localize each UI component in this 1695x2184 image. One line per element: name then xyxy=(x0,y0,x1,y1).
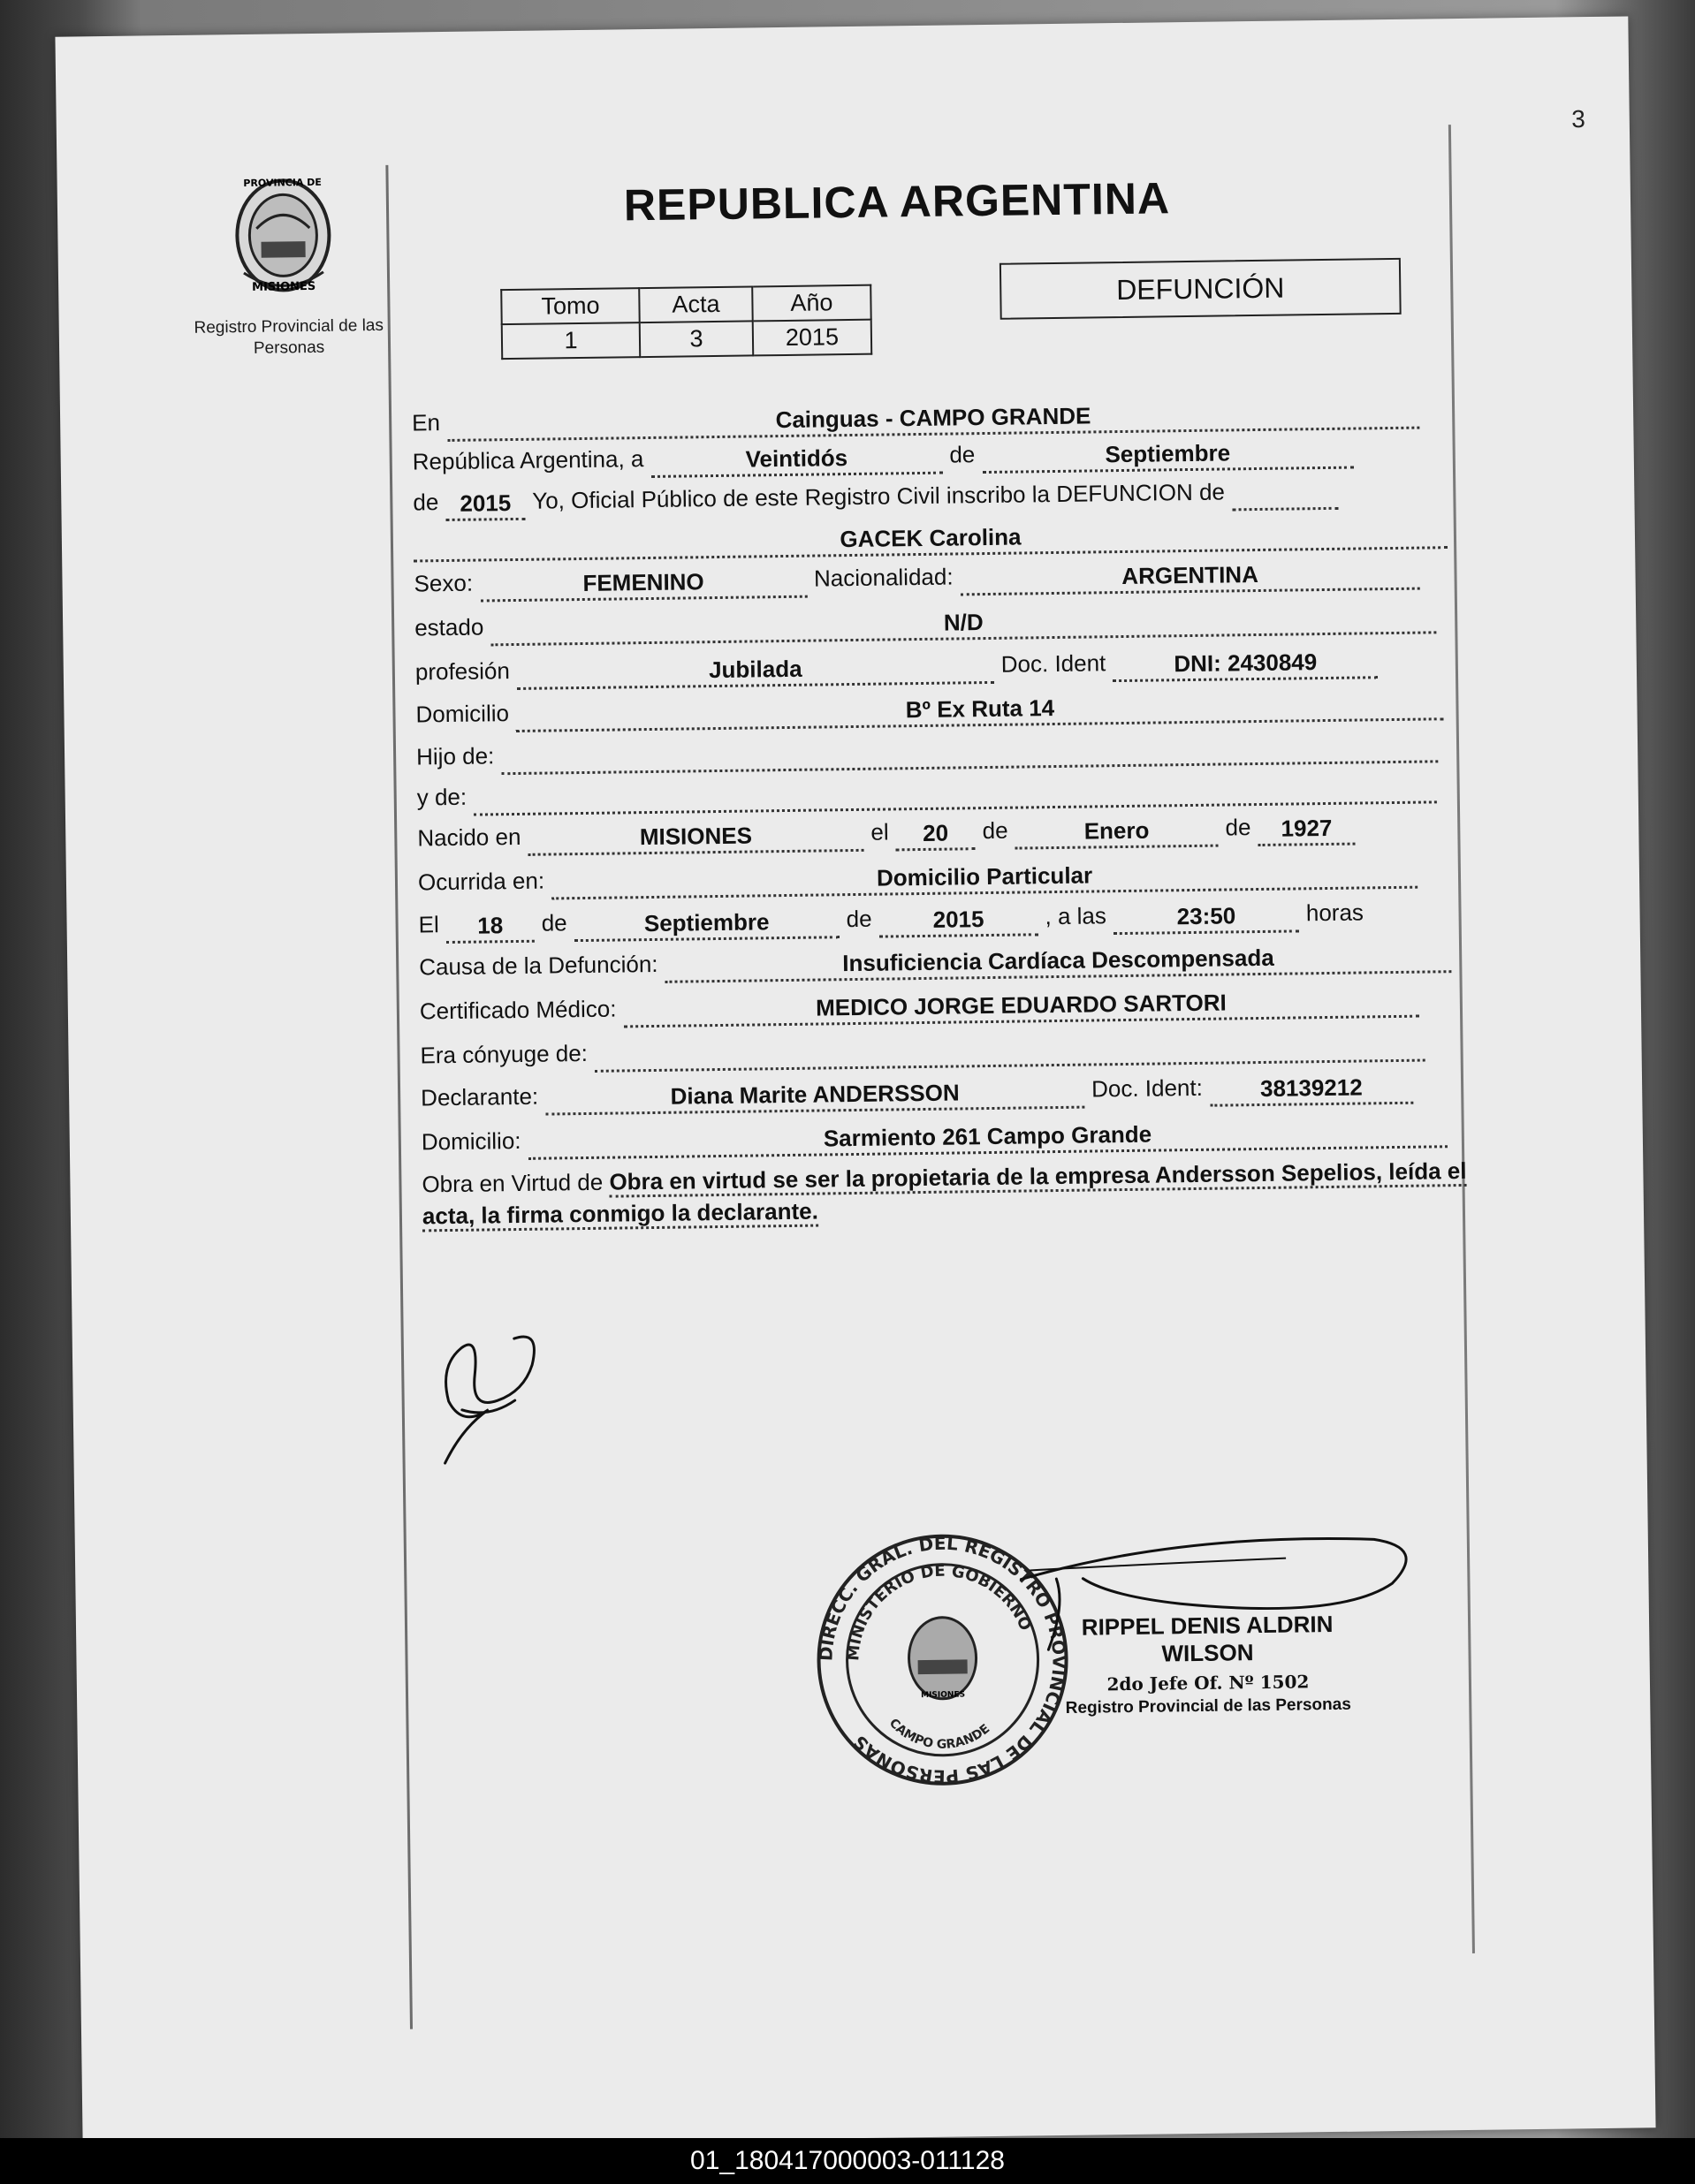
right-margin-rule xyxy=(1448,125,1475,1953)
lugar-field: Cainguas - CAMPO GRANDE xyxy=(447,398,1419,442)
hora-field: 23:50 xyxy=(1114,901,1299,935)
doc-ident-field: DNI: 2430849 xyxy=(1113,648,1378,682)
row-lugar: En Cainguas - CAMPO GRANDE xyxy=(412,384,1426,442)
obra-text: Obra en virtud se ser la propietaria de la empresa Andersson Sepelios, leída el acta, la firma conmigo la declarante. xyxy=(422,1157,1467,1232)
row-sexo: Sexo: FEMENINO Nacionalidad: ARGENTINA xyxy=(414,545,1427,603)
anio-header: Año xyxy=(752,285,870,322)
page-number: 3 xyxy=(1571,105,1586,133)
svg-text:MISIONES: MISIONES xyxy=(921,1690,966,1701)
estado-field: N/D xyxy=(490,603,1436,646)
nacido-en-field: MISIONES xyxy=(528,821,863,856)
row-y-de: y de: xyxy=(416,759,1444,816)
row-declarante: Declarante: Diana Marite ANDERSSON Doc. Ident: 38139212 xyxy=(421,1060,1420,1118)
left-margin-rule xyxy=(385,165,413,2029)
row-fecha: República Argentina, a Veintidós de Septiembre xyxy=(412,424,1360,481)
row-profesion: profesión Jubilada Doc. Ident DNI: 2430849 xyxy=(415,634,1386,691)
row-obra: Obra en Virtud de Obra en virtud se ser la propietaria de la empresa Andersson Sepelios, leída el acta, la firma conmigo la declarante. xyxy=(422,1155,1474,1232)
row-hijo-de: Hijo de: xyxy=(416,718,1446,776)
official-org: Registro Provincial de las Personas xyxy=(1065,1695,1351,1718)
acta-header: Acta xyxy=(639,286,752,322)
row-causa: Causa de la Defunción: Insuficiencia Cardíaca Descompensada xyxy=(419,929,1459,986)
declarant-signature xyxy=(425,1311,568,1472)
dia-field: Veintidós xyxy=(650,444,942,478)
svg-text:PROVINCIA DE: PROVINCIA DE xyxy=(243,176,322,189)
row-conyuge: Era cónyuge de: xyxy=(420,1017,1433,1074)
tomo-value: 1 xyxy=(502,322,640,359)
nac-mes-field: Enero xyxy=(1015,816,1218,850)
sexo-field: FEMENINO xyxy=(480,567,807,603)
row-certificado: Certificado Médico: MEDICO JORGE EDUARDO SARTORI xyxy=(420,974,1426,1031)
svg-text:CAMPO GRANDE: CAMPO GRANDE xyxy=(886,1716,993,1752)
nombre-field: GACEK Carolina xyxy=(414,518,1448,562)
mes-field: Septiembre xyxy=(982,438,1353,474)
def-dia-field: 18 xyxy=(446,912,535,944)
domicilio-field: Bº Ex Ruta 14 xyxy=(516,689,1444,732)
row-nacido: Nacido en MISIONES el 20 de Enero de 1927 xyxy=(417,800,1363,857)
document-type-box: DEFUNCIÓN xyxy=(1000,258,1402,320)
row-domicilio: Domicilio Bº Ex Ruta 14 xyxy=(415,676,1451,733)
profesion-field: Jubilada xyxy=(517,653,994,690)
row-estado: estado N/D xyxy=(414,589,1444,647)
nacionalidad-field: ARGENTINA xyxy=(960,559,1419,596)
nac-anio-field: 1927 xyxy=(1258,815,1355,846)
tomo-header: Tomo xyxy=(501,288,639,324)
nac-dia-field: 20 xyxy=(895,819,975,851)
scan-id-footer: 01_180417000003-011128 xyxy=(0,2138,1695,2184)
decl-doc-field: 38139212 xyxy=(1210,1073,1413,1107)
def-anio-field: 2015 xyxy=(878,905,1038,937)
ocurrida-en-field: Domicilio Particular xyxy=(551,858,1418,900)
certificate-form xyxy=(411,384,1472,1230)
svg-text:DIRECC. GRAL. DEL REGISTRO PRO: DIRECC. GRAL. DEL REGISTRO PROVINCIAL DE LAS PERSONAS xyxy=(815,1532,1070,1787)
row-decl-domicilio: Domicilio: Sarmiento 261 Campo Grande xyxy=(421,1103,1454,1161)
official-name: RIPPEL DENIS ALDRIN WILSON xyxy=(1081,1610,1334,1667)
official-signature-block xyxy=(1048,1610,1368,1718)
anio-field: 2015 xyxy=(445,489,525,521)
province-seal-icon xyxy=(224,166,341,300)
certificado-field: MEDICO JORGE EDUARDO SARTORI xyxy=(623,987,1418,1028)
svg-text:MINISTERIO DE GOBIERNO: MINISTERIO DE GOBIERNO xyxy=(844,1561,1035,1662)
document-title: REPUBLICA ARGENTINA xyxy=(623,173,1171,231)
official-role: 2do Jefe Of. Nº 1502 xyxy=(1106,1671,1310,1695)
decl-domicilio-field: Sarmiento 261 Campo Grande xyxy=(528,1117,1447,1160)
causa-field: Insuficiencia Cardíaca Descompensada xyxy=(665,942,1451,983)
declarante-field: Diana Marite ANDERSSON xyxy=(545,1078,1084,1116)
anio-value: 2015 xyxy=(753,320,871,356)
acta-value: 3 xyxy=(640,321,753,357)
death-certificate-page xyxy=(55,16,1655,2148)
def-mes-field: Septiembre xyxy=(574,907,839,942)
svg-text:MISIONES: MISIONES xyxy=(251,279,316,294)
row-ocurrida: Ocurrida en: Domicilio Particular xyxy=(418,845,1425,902)
registry-label: Registro Provincial de las Personas xyxy=(194,315,384,358)
row-oficial: de 2015 Yo, Oficial Público de este Registro Civil inscribo la DEFUNCION de xyxy=(413,466,1345,522)
reference-table xyxy=(500,284,872,360)
row-fecha-defuncion: El 18 de Septiembre de 2015 , a las 23:50 horas xyxy=(418,887,1364,944)
